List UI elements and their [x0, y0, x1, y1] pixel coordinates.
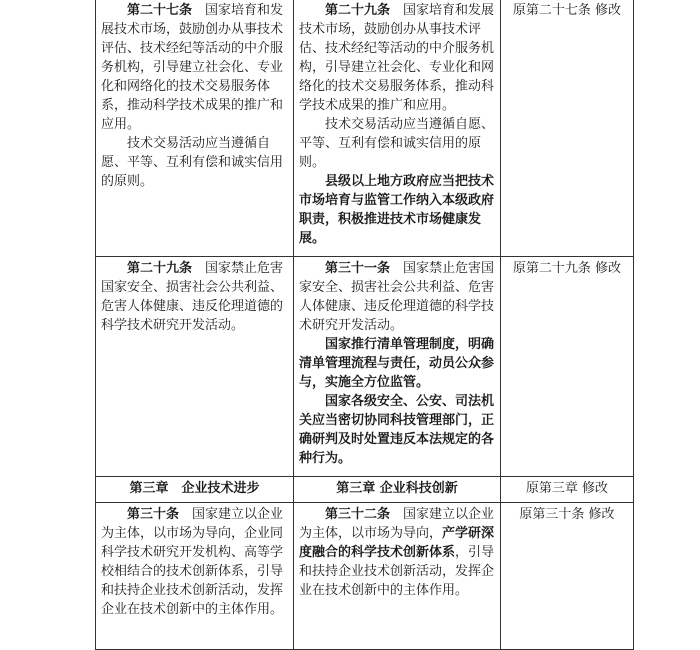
article-number: 第三十二条 — [325, 507, 391, 522]
original-text-cell — [96, 0, 294, 257]
article-number: 第二十九条 — [325, 3, 391, 18]
revised-text-cell — [294, 257, 501, 477]
article-number: 第二十九条 — [127, 261, 193, 276]
article-number: 第三十一条 — [325, 261, 391, 276]
table-row — [96, 257, 634, 477]
article-paragraph: 技术交易活动应当遵循自愿、平等、互利有偿和诚实信用的原则。 — [101, 136, 284, 189]
note-cell: 原第二十七条 修改 — [501, 0, 634, 257]
article-text: 国家培育和发展技术市场，鼓励创办从事技术评估、技术经纪等活动的中介服务机构，引导建立社会化、专业化和网络化的技术交易服务体系，推动科学技术成果的推广和应用。 — [101, 3, 284, 132]
article-paragraph — [101, 505, 288, 619]
article-text: 国家建立以企业为主体，以市场为导向，企业同科学技术研究开发机构、高等学校相结合的技术创新体系，引导和扶持企业技术创新活动，发挥企业在技术创新中的主体作用。 — [101, 507, 284, 617]
chapter-title-revised: 第三章 企业科技创新 — [294, 477, 501, 503]
table-row — [96, 503, 634, 650]
article-paragraph — [101, 259, 288, 335]
note-cell: 原第三章 修改 — [501, 477, 634, 503]
added-paragraph: 国家推行清单管理制度，明确清单管理流程与责任，动员公众参与，实施全方位监管。 — [299, 337, 495, 390]
note-cell: 原第三十条 修改 — [501, 503, 634, 650]
article-paragraph — [299, 505, 495, 600]
revised-text-cell — [294, 503, 501, 650]
added-paragraph: 县级以上地方政府应当把技术市场培育与监管工作纳入本级政府职责，积极推进技术市场健康发展。 — [299, 174, 495, 246]
comparison-table — [95, 0, 634, 650]
chapter-title-original: 第三章 企业技术进步 — [96, 477, 294, 503]
article-paragraph — [101, 1, 288, 134]
table-row — [96, 0, 634, 257]
note-cell: 原第二十九条 修改 — [501, 257, 634, 477]
article-number: 第二十七条 — [127, 3, 193, 18]
table-row — [96, 477, 634, 503]
article-text: 国家禁止危害国家安全、损害社会公共利益、危害人体健康、违反伦理道德的科学技术研究开发活动。 — [101, 261, 284, 333]
original-text-cell — [96, 257, 294, 477]
original-text-cell — [96, 503, 294, 650]
article-text: ，引导和扶持企业技术创新活动，发挥企业在技术创新中的主体作用。 — [299, 545, 495, 598]
article-paragraph: 技术交易活动应当遵循自愿、平等、互利有偿和诚实信用的原则。 — [299, 117, 495, 170]
article-text: 国家建立以企业为主体，以市场为导向， — [299, 507, 495, 541]
added-text: 产学研深度融合的科学技术创新体系 — [299, 526, 495, 560]
article-text: 国家禁止危害国家安全、损害社会公共利益、危害人体健康、违反伦理道德的科学技术研究开发活动。 — [299, 261, 495, 333]
added-paragraph: 国家各级安全、公安、司法机关应当密切协同科技管理部门，正确研判及时处置违反本法规定的各种行为。 — [299, 394, 495, 466]
revised-text-cell — [294, 0, 501, 257]
article-paragraph — [299, 1, 495, 115]
article-number: 第三十条 — [127, 507, 180, 522]
article-paragraph — [299, 259, 495, 335]
article-text: 国家培育和发展技术市场，鼓励创办从事技术评估、技术经纪等活动的中介服务机构，引导建立社会化、专业化和网络化的技术交易服务体系，推动科学技术成果的推广和应用。 — [299, 3, 495, 113]
